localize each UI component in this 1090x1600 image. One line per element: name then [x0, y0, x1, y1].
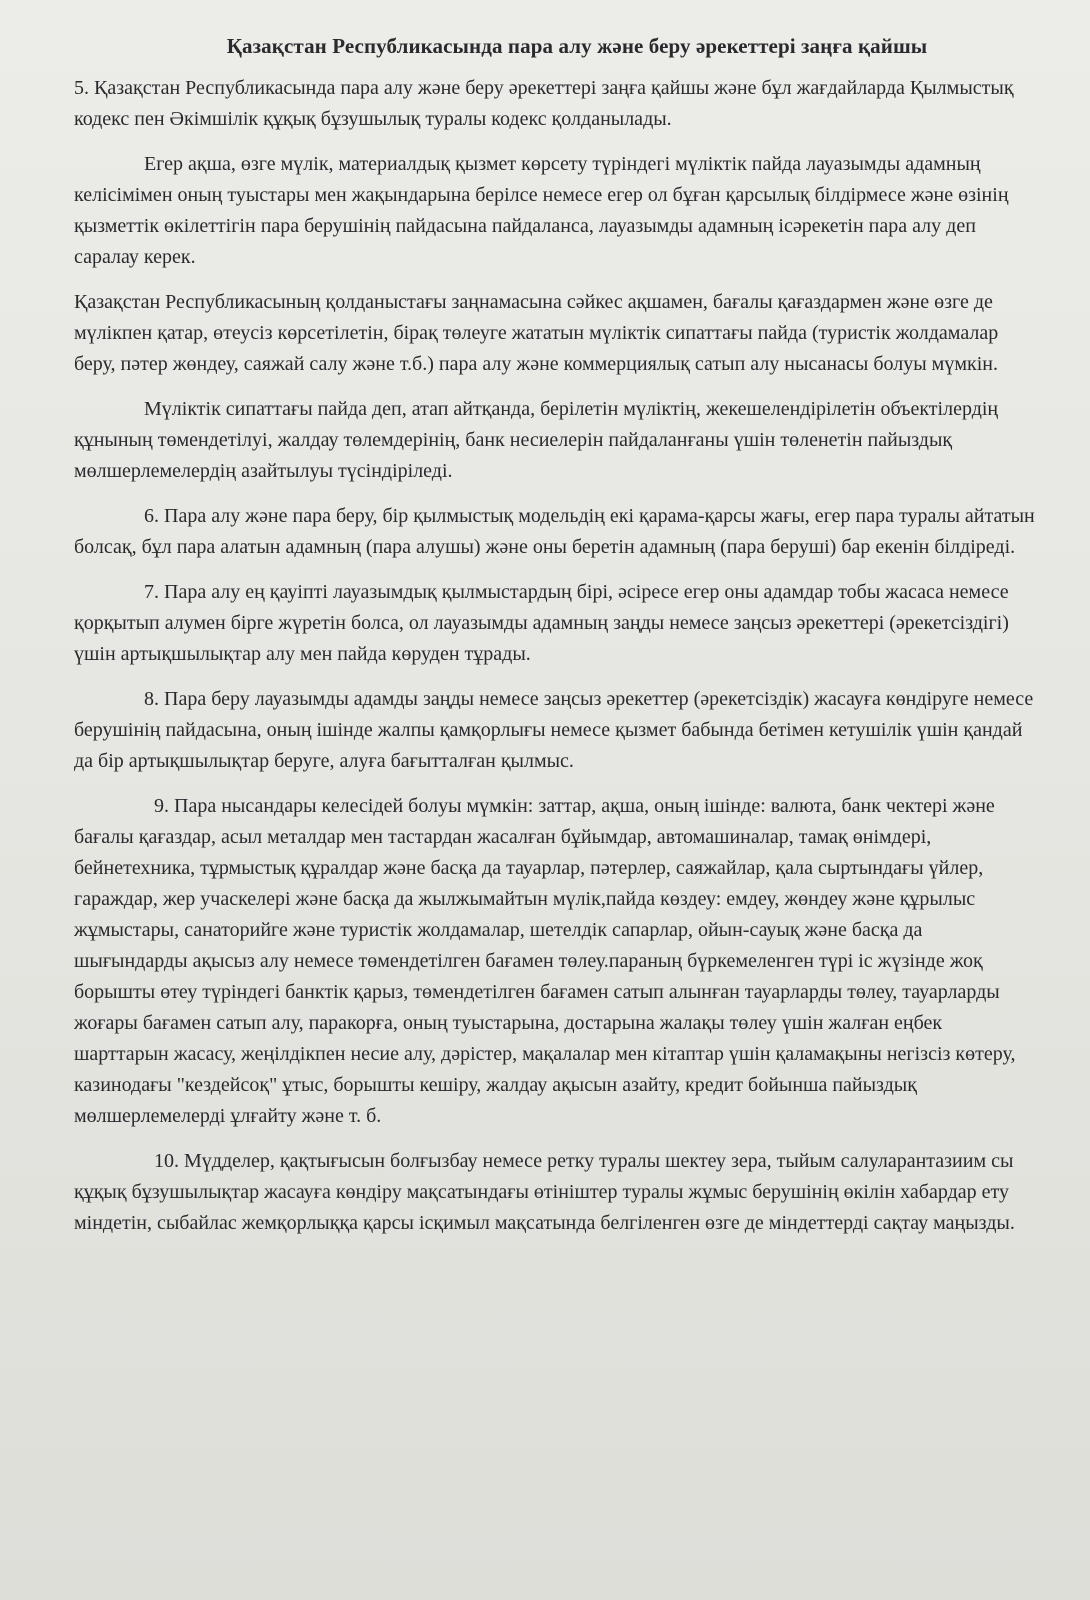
paragraph-5: 5. Қазақстан Республикасында пара алу және беру әрекеттері заңға қайшы және бұл жағдайларда Қылмыстық кодекс пен Әкімшілік құқық бұзушылық туралы кодекс қолданылады.: [74, 77, 1014, 130]
paragraph-7: 7. Пара алу ең қауіпті лауазымдық қылмыстардың бірі, әсіресе егер оны адамдар тобы жасаса немесе қорқытып алумен бірге жүретін болса, ол лауазымды адамның заңды немесе заңсыз әрекеттері (әрекетсіздігі) үшін артықшылықтар алу мен пайда көруден тұрады.: [74, 581, 1009, 665]
paragraph-benefit-definition: Мүліктік сипаттағы пайда деп, атап айтқанда, берілетін мүліктің, жекешелендірілетін объектілердің құнының төмендетілуі, жалдау төлемдерінің, банк несиелерін пайдаланғаны үшін төленетін пайыздық мөлшерлемелердің азайтылуы түсіндіріледі.: [74, 398, 999, 482]
paragraph-5-continued: Егер ақша, өзге мүлік, материалдық қызмет көрсету түріндегі мүліктік пайда лауазымды адамның келісімімен оның туыстары мен жақындарына берілсе немесе егер ол бұған қарсылық білдірмесе және өзінің қызметтік өкілеттігін пара берушінің пайдасына пайдаланса, лауазымды адамның ісәрекетін пара алу деп саралау керек.: [74, 153, 1009, 268]
paragraph-9: 9. Пара нысандары келесідей болуы мүмкін: заттар, ақша, оның ішінде: валюта, банк чектері және бағалы қағаздар, асыл металдар мен тастардан жасалған бұйымдар, автомашиналар, тамақ өнімдері, бейнетехника, тұрмыстық құралдар және басқа да тауарлар, пәтерлер, саяжайлар, қала сыртындағы үйлер, гараждар, жер учаскелері және басқа да жылжымайтын мүлік,пайда көздеу: емдеу, жөндеу және құрылыс жұмыстары, санаторийге және туристік жолдамалар, шетелдік сапарлар, ойын-сауық және басқа да шығындарды ақысыз алу немесе төмендетілген бағамен төлеу.параның бүркемеленген түрі іс жүзінде жоқ борышты өтеу түріндегі банктік қарыз, төмендетілген бағамен сатып алынған тауарларды төлеу, тауарларды жоғары бағамен сатып алу, паракорға, оның туыстарына, достарына жалақы төлеу үшін жалған еңбек шарттарын жасасу, жеңілдікпен несие алу, дәрістер, мақалалар мен кітаптар үшін қаламақыны негізсіз көтеру, казинодағы "кездейсоқ" ұтыс, борышты кешіру, жалдау ақысын азайту, кредит бойынша пайыздық мөлшерлемелерді ұлғайту және т. б.: [74, 795, 1016, 1127]
document-title: Қазақстан Республикасында пара алу және беру әрекеттері заңға қайшы: [226, 34, 928, 58]
paragraph-6: 6. Пара алу және пара беру, бір қылмыстық модельдің екі қарама-қарсы жағы, егер пара туралы айтатын болсақ, бұл пара алатын адамның (пара алушы) және оны беретін адамның (пара беруші) бар екенін білдіреді.: [74, 505, 1035, 558]
paragraph-8: 8. Пара беру лауазымды адамды заңды немесе заңсыз әрекеттер (әрекетсіздік) жасауға көндіруге немесе берушінің пайдасына, оның ішінде жалпы қамқорлығы немесе қызмет бабында бетімен кетушілік үшін қандай да бір артықшылықтар беруге, алуға бағытталған қылмыс.: [74, 688, 1034, 772]
paragraph-property-benefit: Қазақстан Республикасының қолданыстағы заңнамасына сәйкес ақшамен, бағалы қағаздармен және өзге де мүлікпен қатар, өтеусіз көрсетілетін, бірақ төлеуге жататын мүліктік сипаттағы пайда (туристік жолдамалар беру, пәтер жөндеу, саяжай салу және т.б.) пара алу және коммерциялық сатып алу нысанасы болуы мүмкін.: [74, 291, 999, 375]
paragraph-10: 10. Мүдделер, қақтығысын болғызбау немесе ретку туралы шектеу зера, тыйым салуларантазиим сы құқық бұзушылықтар жасауға көндіру мақсатындағы өтініштер туралы жұмыс берушінің өкілін хабардар ету міндетін, сыбайлас жемқорлыққа қарсы ісқимыл мақсатында белгіленген өзге де міндеттерді сақтау маңызды.: [74, 1150, 1015, 1234]
